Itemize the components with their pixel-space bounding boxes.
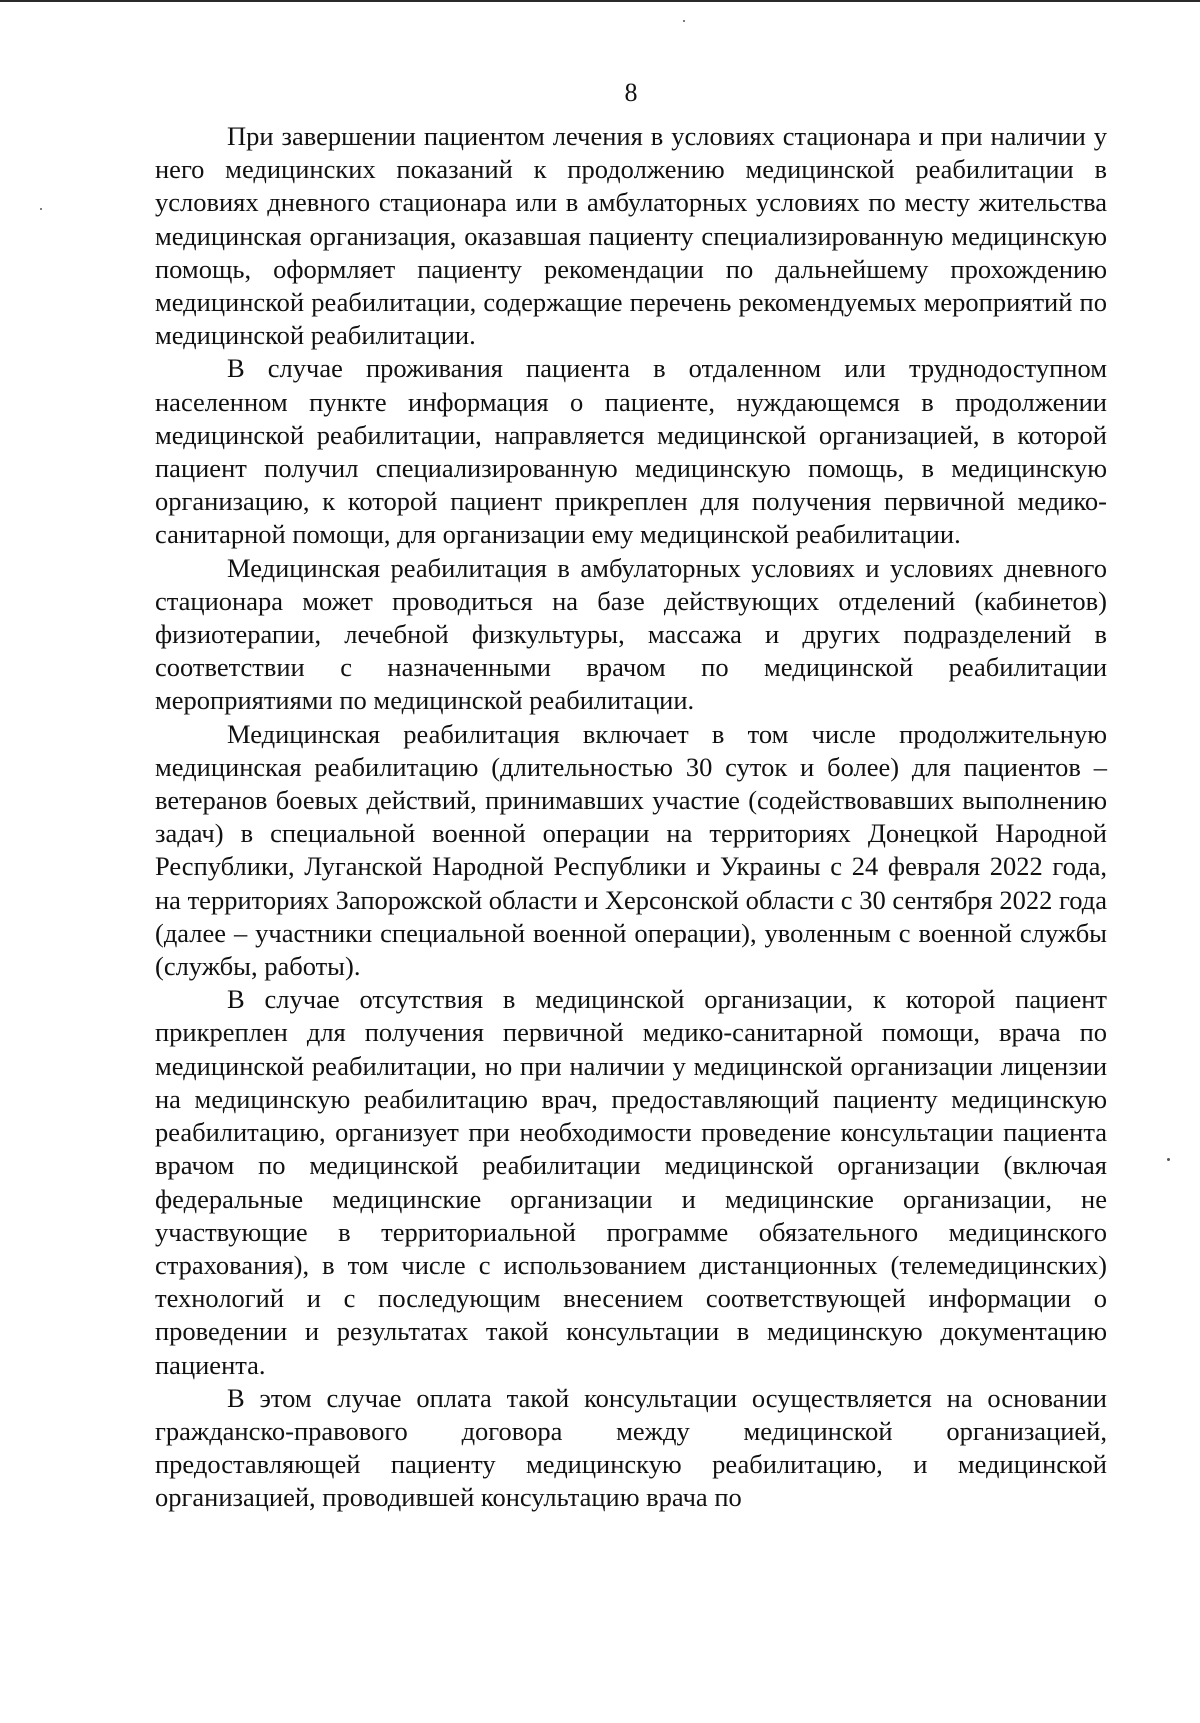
paragraph-absence-of-physician: В случае отсутствия в медицинской организации, к которой пациент прикреплен для получения первичной медико-санитарной помощи, врача по медицинской реабилитации, но при наличии у медицинской организации лицензии на медицинскую реабилитацию врач, предоставляющий пациенту медицинскую реабилитацию, организует при необходимости проведение консультации пациента врачом по медицинской реабилитации медицинской организации (включая федеральные медицинские организации и медицинские организации, не участвующие в территориальной программе обязательного медицинского страхования), в том числе с использованием дистанционных (телемедицинских) технологий и с последующим внесением соответствующей информации о проведении и результатах такой консультации в медицинскую документацию пациента. <box>155 984 1107 1380</box>
scan-speck <box>683 20 685 22</box>
scan-top-edge <box>0 0 1200 2</box>
page-number: 8 <box>624 78 638 107</box>
document-body <box>155 120 1107 1515</box>
paragraph-consultation-payment: В этом случае оплата такой консультации осуществляется на основании гражданско-правового договора между медицинской организацией, предоставляющей пациенту медицинскую реабилитацию, и медицинской организацией, проводившей консультацию врача по <box>155 1382 1107 1513</box>
paragraph-long-term-rehabilitation: Медицинская реабилитация включает в том числе продолжительную медицинская реабилитацию (длительностью 30 суток и более) для пациентов – ветеранов боевых действий, принимавших участие (содействовавших выполнению задач) в специальной военной операции на территориях Донецкой Народной Республики, Луганской Народной Республики и Украины с 24 февраля 2022 года, на территориях Запорожской области и Херсонской области с 30 сентября 2022 года (далее – участники специальной военной операции), уволенным с военной службы (службы, работы). <box>155 718 1107 982</box>
scan-speck <box>40 208 42 210</box>
paragraph-outpatient-rehabilitation: Медицинская реабилитация в амбулаторных условиях и условиях дневного стационара может проводиться на базе действующих отделений (кабинетов) физиотерапии, лечебной физкультуры, массажа и других подразделений в соответствии с назначенными врачом по медицинской реабилитации мероприятиями по медицинской реабилитации. <box>155 552 1107 716</box>
paragraph-remote-settlement: В случае проживания пациента в отдаленном или труднодоступном населенном пункте информация о пациенте, нуждающемся в продолжении медицинской реабилитации, направляется медицинской организацией, в которой пациент получил специализированную медицинскую помощь, в медицинскую организацию, к которой пациент прикреплен для получения первичной медико-санитарной помощи, для организации ему медицинской реабилитации. <box>155 353 1107 550</box>
scan-speck <box>1167 1158 1170 1161</box>
paragraph-inpatient-completion: При завершении пациентом лечения в условиях стационара и при наличии у него медицинских показаний к продолжению медицинской реабилитации в условиях дневного стационара или в амбулаторных условиях по месту жительства медицинская организация, оказавшая пациенту специализированную медицинскую помощь, оформляет пациенту рекомендации по дальнейшему прохождению медицинской реабилитации, содержащие перечень рекомендуемых мероприятий по медицинской реабилитации. <box>155 121 1107 351</box>
